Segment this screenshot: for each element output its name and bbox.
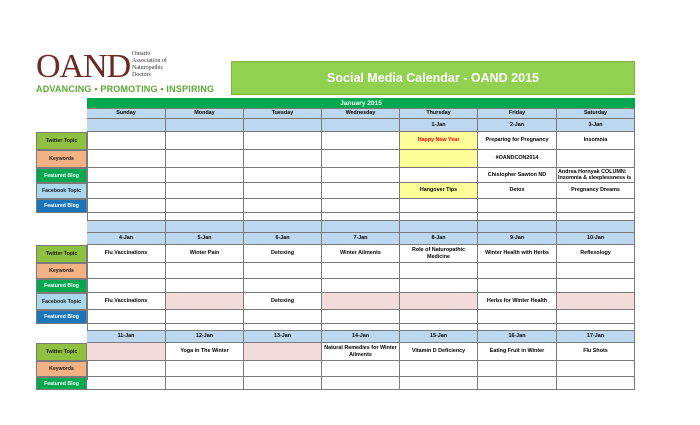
- day-header-sunday: Sunday: [87, 109, 166, 119]
- keywords-cell[interactable]: [400, 263, 478, 279]
- day-header-thursday: Thursday: [400, 109, 478, 119]
- date-cell[interactable]: 9-Jan: [478, 233, 557, 245]
- facebook-topic-cell[interactable]: [322, 183, 400, 199]
- spacer-cell[interactable]: [166, 213, 244, 221]
- week-separator-cell[interactable]: [400, 221, 478, 233]
- twitter-topic-cell[interactable]: [87, 132, 166, 150]
- spacer-cell[interactable]: [322, 324, 400, 331]
- logo-org-line: Association of: [132, 58, 167, 64]
- week-separator-cell[interactable]: [87, 221, 166, 233]
- keywords-cell[interactable]: [166, 361, 244, 377]
- featured-blog-cell[interactable]: [478, 310, 557, 324]
- twitter-topic-cell[interactable]: Winter Health with Herbs: [478, 245, 557, 263]
- spacer-cell[interactable]: [322, 213, 400, 221]
- keywords-cell[interactable]: [400, 150, 478, 168]
- twitter-topic-cell[interactable]: Yoga in The Winter: [166, 343, 244, 361]
- twitter-topic-cell[interactable]: Natural Remedies for Winter Ailments: [322, 343, 400, 361]
- keywords-cell[interactable]: [322, 150, 400, 168]
- featured-blog-cell[interactable]: [87, 199, 166, 213]
- logo-org-line: Ontario: [132, 51, 151, 57]
- spacer-cell[interactable]: [557, 213, 635, 221]
- row-label: Twitter Topic: [36, 343, 87, 361]
- keywords-cell[interactable]: [87, 361, 166, 377]
- date-cell[interactable]: 2-Jan: [478, 119, 557, 132]
- date-cell[interactable]: 17-Jan: [557, 331, 635, 343]
- week-separator-cell[interactable]: [322, 221, 400, 233]
- featured-blog-cell[interactable]: [322, 279, 400, 293]
- week-separator-cell[interactable]: [244, 221, 322, 233]
- twitter-topic-cell[interactable]: Detoxing: [244, 245, 322, 263]
- twitter-topic-cell[interactable]: Flu Vaccinations: [87, 245, 166, 263]
- featured-blog-cell[interactable]: [244, 310, 322, 324]
- day-header-saturday: Saturday: [557, 109, 635, 119]
- featured-blog-cell[interactable]: [87, 279, 166, 293]
- featured-blog-cell[interactable]: [400, 199, 478, 213]
- row-label: Facebook Topic: [36, 183, 87, 199]
- keywords-cell[interactable]: [166, 150, 244, 168]
- date-cell[interactable]: 10-Jan: [557, 233, 635, 245]
- row-label: Keywords: [36, 263, 87, 279]
- featured-blog-cell[interactable]: [557, 279, 635, 293]
- date-cell[interactable]: 16-Jan: [478, 331, 557, 343]
- featured-blog-cell[interactable]: [322, 377, 400, 390]
- facebook-topic-cell[interactable]: [557, 293, 635, 310]
- keywords-cell[interactable]: [322, 361, 400, 377]
- keywords-cell[interactable]: [400, 361, 478, 377]
- featured-blog-cell[interactable]: [244, 168, 322, 183]
- date-cell[interactable]: [244, 119, 322, 132]
- featured-blog-cell[interactable]: [557, 199, 635, 213]
- featured-blog-cell[interactable]: [166, 168, 244, 183]
- keywords-cell[interactable]: [478, 263, 557, 279]
- keywords-cell[interactable]: [87, 263, 166, 279]
- featured-blog-cell[interactable]: [87, 377, 166, 390]
- facebook-topic-cell[interactable]: [166, 183, 244, 199]
- facebook-topic-cell[interactable]: Hangover Tips: [400, 183, 478, 199]
- featured-blog-cell[interactable]: [478, 377, 557, 390]
- featured-blog-cell[interactable]: [244, 199, 322, 213]
- spacer-cell[interactable]: [478, 213, 557, 221]
- facebook-topic-cell[interactable]: [322, 293, 400, 310]
- spacer-cell[interactable]: [400, 213, 478, 221]
- featured-blog-cell[interactable]: [478, 199, 557, 213]
- month-header: January 2015: [87, 98, 635, 109]
- featured-blog-cell[interactable]: [322, 199, 400, 213]
- twitter-topic-cell[interactable]: [322, 132, 400, 150]
- twitter-topic-cell[interactable]: [244, 343, 322, 361]
- featured-blog-cell[interactable]: [87, 310, 166, 324]
- day-header-wednesday: Wednesday: [322, 109, 400, 119]
- twitter-topic-cell[interactable]: Vitamin D Deficiency: [400, 343, 478, 361]
- row-label: Featured Blog: [36, 377, 87, 390]
- featured-blog-cell[interactable]: [244, 279, 322, 293]
- date-cell[interactable]: 13-Jan: [244, 331, 322, 343]
- row-label: Twitter Topic: [36, 132, 87, 150]
- facebook-topic-cell[interactable]: Detox: [478, 183, 557, 199]
- twitter-topic-cell[interactable]: [166, 132, 244, 150]
- twitter-topic-cell[interactable]: Flu Shots: [557, 343, 635, 361]
- day-header-monday: Monday: [166, 109, 244, 119]
- date-cell[interactable]: 12-Jan: [166, 331, 244, 343]
- calendar-title: Social Media Calendar - OAND 2015: [231, 61, 635, 95]
- keywords-cell[interactable]: [557, 361, 635, 377]
- twitter-topic-cell[interactable]: Role of Naturopathic Medicine: [400, 245, 478, 263]
- date-cell[interactable]: 6-Jan: [244, 233, 322, 245]
- facebook-topic-cell[interactable]: Flu Vaccinations: [87, 293, 166, 310]
- twitter-topic-cell[interactable]: Preparing for Pregnancy: [478, 132, 557, 150]
- featured-blog-cell[interactable]: [400, 279, 478, 293]
- day-header-tuesday: Tuesday: [244, 109, 322, 119]
- featured-blog-cell[interactable]: [166, 377, 244, 390]
- row-label: Twitter Topic: [36, 245, 87, 263]
- keywords-cell[interactable]: [478, 361, 557, 377]
- featured-blog-cell[interactable]: Andrea Hornyak COLUMN: Insomnia & sleeplessness is: [557, 168, 635, 183]
- row-label: Keywords: [36, 150, 87, 168]
- spacer-cell[interactable]: [478, 324, 557, 331]
- twitter-topic-cell[interactable]: Reflexology: [557, 245, 635, 263]
- logo-organization-name: [132, 51, 167, 79]
- row-label: Facebook Topic: [36, 293, 87, 310]
- date-cell[interactable]: [322, 119, 400, 132]
- keywords-cell[interactable]: [244, 263, 322, 279]
- date-cell[interactable]: 3-Jan: [557, 119, 635, 132]
- date-cell[interactable]: 11-Jan: [87, 331, 166, 343]
- week-separator-cell[interactable]: [166, 221, 244, 233]
- spacer-cell[interactable]: [244, 324, 322, 331]
- day-header-friday: Friday: [478, 109, 557, 119]
- row-label: Featured Blog: [36, 199, 87, 213]
- row-label: Keywords: [36, 361, 87, 377]
- spacer-cell[interactable]: [557, 324, 635, 331]
- keywords-cell[interactable]: [557, 263, 635, 279]
- date-cell[interactable]: 1-Jan: [400, 119, 478, 132]
- keywords-cell[interactable]: [87, 150, 166, 168]
- featured-blog-cell[interactable]: [478, 279, 557, 293]
- twitter-topic-cell[interactable]: [244, 132, 322, 150]
- facebook-topic-cell[interactable]: [244, 183, 322, 199]
- spacer-cell[interactable]: [244, 213, 322, 221]
- featured-blog-cell[interactable]: [400, 377, 478, 390]
- spacer-cell[interactable]: [400, 324, 478, 331]
- twitter-topic-cell[interactable]: Insomnia: [557, 132, 635, 150]
- twitter-topic-cell[interactable]: Winter Pain: [166, 245, 244, 263]
- logo-tagline: ADVANCING • PROMOTING • INSPIRING: [36, 84, 215, 94]
- twitter-topic-cell[interactable]: Happy New Year: [400, 132, 478, 150]
- date-cell[interactable]: 15-Jan: [400, 331, 478, 343]
- row-label: Featured Blog: [36, 168, 87, 183]
- twitter-topic-cell[interactable]: Eating Fruit in Winter: [478, 343, 557, 361]
- featured-blog-cell[interactable]: [166, 279, 244, 293]
- logo-wordmark: OAND: [36, 48, 131, 85]
- logo-org-line: Doctors: [132, 72, 151, 78]
- week-separator-cell[interactable]: [557, 221, 635, 233]
- featured-blog-cell[interactable]: [166, 310, 244, 324]
- featured-blog-cell[interactable]: [400, 168, 478, 183]
- date-cell[interactable]: 8-Jan: [400, 233, 478, 245]
- featured-blog-cell[interactable]: [244, 377, 322, 390]
- row-label: Featured Blog: [36, 310, 87, 324]
- date-cell[interactable]: 14-Jan: [322, 331, 400, 343]
- featured-blog-cell[interactable]: Chistopher Sawton ND: [478, 168, 557, 183]
- keywords-cell[interactable]: [244, 361, 322, 377]
- facebook-topic-cell[interactable]: [400, 293, 478, 310]
- featured-blog-cell[interactable]: [87, 168, 166, 183]
- facebook-topic-cell[interactable]: [166, 293, 244, 310]
- row-label: Featured Blog: [36, 279, 87, 293]
- date-cell[interactable]: 4-Jan: [87, 233, 166, 245]
- keywords-cell[interactable]: [166, 263, 244, 279]
- keywords-cell[interactable]: [322, 263, 400, 279]
- date-cell[interactable]: [87, 119, 166, 132]
- facebook-topic-cell[interactable]: [87, 183, 166, 199]
- featured-blog-cell[interactable]: [400, 310, 478, 324]
- date-cell[interactable]: [166, 119, 244, 132]
- spacer-cell[interactable]: [87, 324, 166, 331]
- featured-blog-cell[interactable]: [557, 377, 635, 390]
- facebook-topic-cell[interactable]: Herbs for Winter Health: [478, 293, 557, 310]
- facebook-topic-cell[interactable]: Detoxing: [244, 293, 322, 310]
- keywords-cell[interactable]: [557, 150, 635, 168]
- spacer-cell[interactable]: [166, 324, 244, 331]
- featured-blog-cell[interactable]: [322, 168, 400, 183]
- featured-blog-cell[interactable]: [557, 310, 635, 324]
- spacer-cell[interactable]: [87, 213, 166, 221]
- featured-blog-cell[interactable]: [166, 199, 244, 213]
- twitter-topic-cell[interactable]: Winter Ailments: [322, 245, 400, 263]
- date-cell[interactable]: 7-Jan: [322, 233, 400, 245]
- week-separator-cell[interactable]: [478, 221, 557, 233]
- twitter-topic-cell[interactable]: [87, 343, 166, 361]
- date-cell[interactable]: 5-Jan: [166, 233, 244, 245]
- keywords-cell[interactable]: [244, 150, 322, 168]
- facebook-topic-cell[interactable]: Pregnancy Dreams: [557, 183, 635, 199]
- featured-blog-cell[interactable]: [322, 310, 400, 324]
- oand-logo: [28, 46, 228, 96]
- logo-org-line: Naturopathic: [132, 65, 164, 71]
- keywords-cell[interactable]: #OANDCON2014: [478, 150, 557, 168]
